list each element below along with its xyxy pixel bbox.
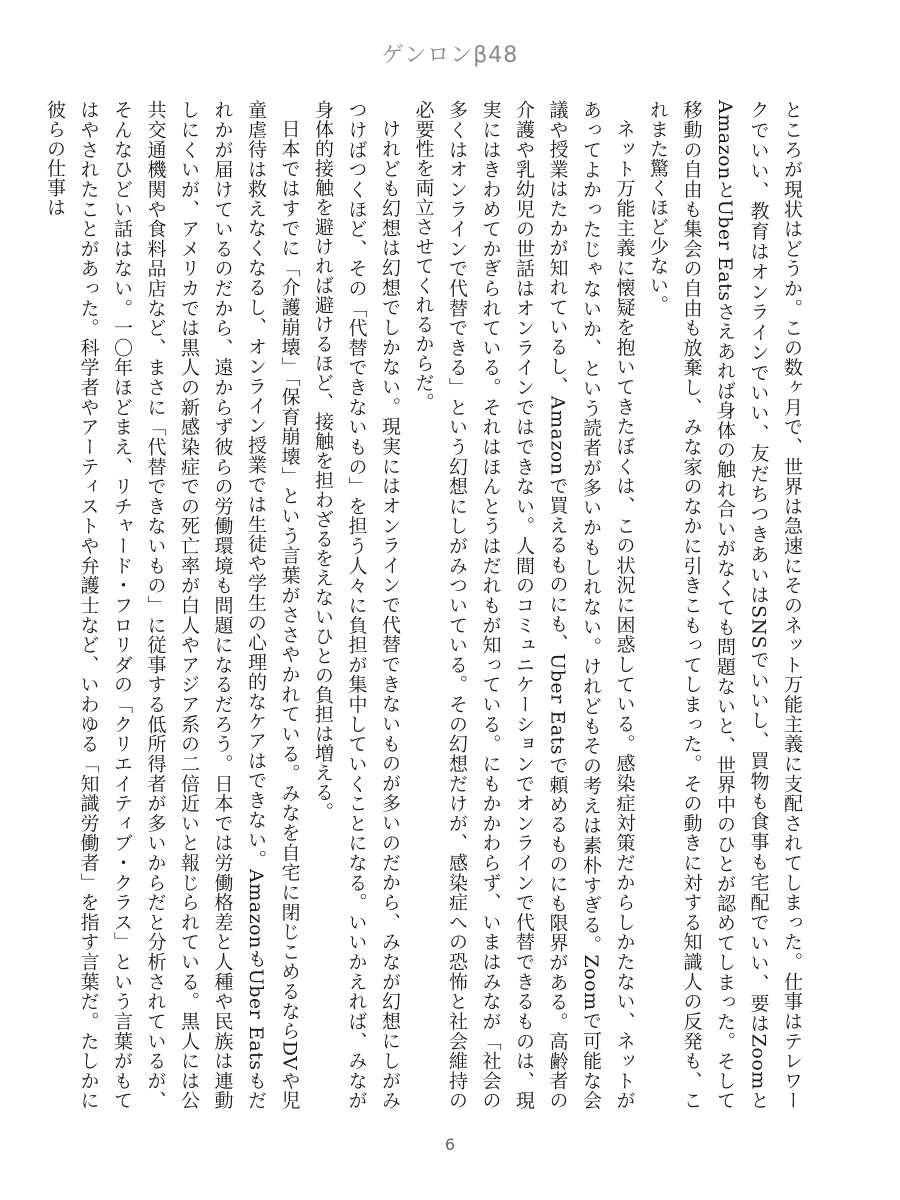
paragraph: ネット万能主義に懐疑を抱いてきたぼくは、この状況に困惑している。感染症対策だからしかたない、ネットがあってよかったじゃないか、という読者が多いかもしれない。けれどもその考えは素朴すぎる。Zoomで可能な会議や授業はたかが知れているし、Amazonで買えるものにも、Uber Eatsで頼めるものにも限界がある。高齢者の介護や乳幼児の世話はオンラインではできない。人間のコミュニケーションでオンラインで代替できるものは、現実にはきわめてかぎられている。それはほんとうはだれもが知っている。にもかかわらず、いまはみなが「社会の多くはオンラインで代替できる」という幻想にしがみついている。その幻想だけが、感染症への恐怖と社会維持の必要性を両立させてくれるからだ。	[412, 100, 636, 1111]
running-head-title: ゲンロンβ48	[381, 43, 519, 68]
paragraph: ところが現状はどうか。この数ヶ月で、世界は急速にそのネット万能主義に支配されてしまった。仕事はテレワークでいい、教育はオンラインでいい、友だちつきあいはSNSでいいし、買物も食事も宅配でいい、要はZoomとAmazonとUber Eatsさえあれば身体の触れ合いがなくても問題ないと、世界中のひとが認めてしまった。そして移動の自由も集会の自由も放棄し、みな家のなかに引きこもってしまった。その動きに対する知識人の反発も、これまた驚くほど少ない。	[647, 100, 803, 1110]
body-text	[44, 100, 808, 1111]
page-number: 6	[444, 1135, 456, 1154]
paragraph: 日本ではすでに「介護崩壊」「保育崩壊」という言葉がささやかれている。みなを自宅に閉じこめるならDVや児童虐待は救えなくなるし、オンライン授業では生徒や学生の心理的なケアはできない。AmazonもUber Eatsもだれかが届けているのだから、遠からず彼らの労働環境も問題になるだろう。日本では労働格差と人種や民族は連動しにくいが、アメリカでは黒人の新感染症での死亡率が白人やアジア系の二倍近いと報じられている。黒人には公共交通機関や食料品店など、まさに「代替できないもの」に従事する低所得者が多いからだと分析されているが、そんなひどい話はない。一〇年ほどまえ、リチャード・フロリダの「クリエイティブ・クラス」という言葉がもてはやされたことがあった。科学者やアーティストや弁護士など、いわゆる「知識労働者」を指す言葉だ。たしかに彼らの仕事は	[44, 100, 301, 1110]
paragraph: けれども幻想は幻想でしかない。現実にはオンラインで代替できないものが多いのだから、みなが幻想にしがみつけばつくほど、その「代替できないもの」を担う人々に負担が集中していくことになる。いいかえれば、みなが身体的接触を避ければ避けるほど、接触を担わざるをえないひとの負担は増える。	[312, 100, 401, 1110]
